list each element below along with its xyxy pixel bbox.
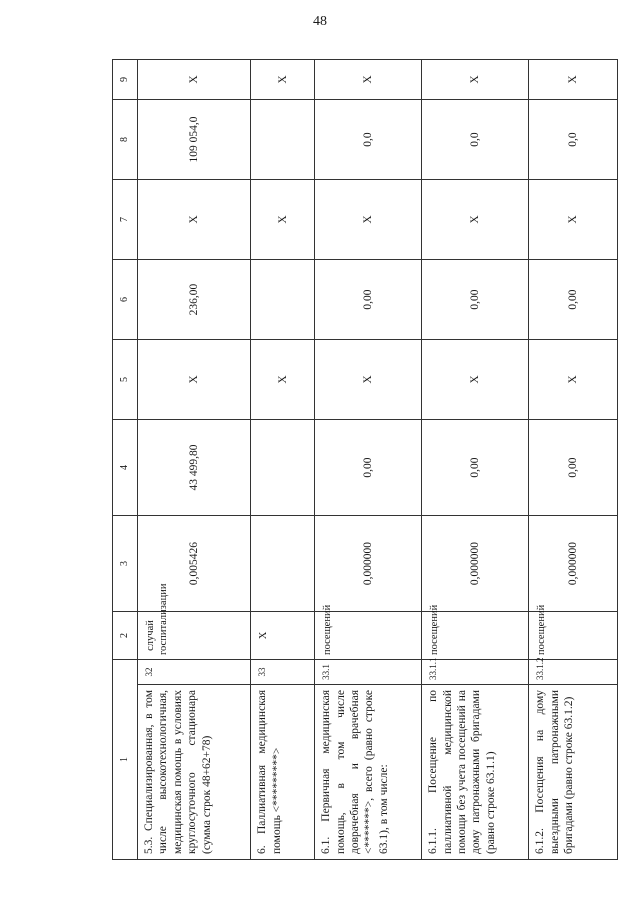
cell-c7: X — [422, 180, 529, 260]
cell-c4: 43 499,80 — [138, 420, 251, 516]
header-cell: 3 — [113, 516, 138, 612]
cell-c8: 0,0 — [422, 100, 529, 180]
rotated-table-wrapper — [112, 60, 618, 860]
cell-c7: X — [138, 180, 251, 260]
cell-c3: 0,005426 — [138, 516, 251, 612]
header-cell: 7 — [113, 180, 138, 260]
cell-c6: 236,00 — [138, 260, 251, 340]
cell-c3: 0,000000 — [315, 516, 422, 612]
table-row — [315, 60, 422, 860]
cell-c5: X — [251, 340, 315, 420]
cell-c5: X — [315, 340, 422, 420]
cell-c9: X — [251, 60, 315, 100]
rotated-table-inner — [112, 60, 618, 860]
header-cell: 4 — [113, 420, 138, 516]
cell-c4: 0,00 — [529, 420, 618, 516]
cell-c6 — [251, 260, 315, 340]
header-cell: 2 — [113, 612, 138, 660]
cell-c9: X — [422, 60, 529, 100]
row-unit: X — [251, 612, 315, 660]
cell-c4: 0,00 — [422, 420, 529, 516]
row-name: 6.1. Первичная медицинская помощь, в том числе доврачебная и врачебная <*******>, всего (равно строке 63.1), в том числе: — [315, 685, 422, 860]
cell-c9: X — [315, 60, 422, 100]
cell-c6: 0,00 — [315, 260, 422, 340]
cell-c6: 0,00 — [529, 260, 618, 340]
cell-c9: X — [529, 60, 618, 100]
cell-c7: X — [251, 180, 315, 260]
cell-c7: X — [529, 180, 618, 260]
row-name: 6.1.1. Посещение по паллиативной медицинской помощи без учета посещений на дому патронажными бригадами (равно строке 63.1.1) — [422, 685, 529, 860]
page-number: 48 — [313, 14, 327, 29]
cell-c5: X — [422, 340, 529, 420]
row-code: 33.1.1 — [422, 660, 529, 685]
cell-c8: 0,0 — [529, 100, 618, 180]
cell-c6: 0,00 — [422, 260, 529, 340]
header-cell: 9 — [113, 60, 138, 100]
data-table — [112, 59, 618, 860]
row-name: 5.3. Специализированная, в том числе высокотехнологичная, медицинская помощь в условиях круглосуточного стационара (сумма строк 48+62+78) — [138, 685, 251, 860]
header-cell: 1 — [113, 660, 138, 860]
row-code: 33 — [251, 660, 315, 685]
cell-c7: X — [315, 180, 422, 260]
row-code: 33.1.2 — [529, 660, 618, 685]
cell-c5: X — [138, 340, 251, 420]
row-unit: посещений — [529, 612, 618, 660]
header-cell: 8 — [113, 100, 138, 180]
table-row — [138, 60, 251, 860]
cell-c3: 0,000000 — [422, 516, 529, 612]
cell-c3 — [251, 516, 315, 612]
table-row — [529, 60, 618, 860]
cell-c8: 0,0 — [315, 100, 422, 180]
cell-c8 — [251, 100, 315, 180]
row-code: 33.1 — [315, 660, 422, 685]
cell-c8: 109 054,0 — [138, 100, 251, 180]
cell-c4 — [251, 420, 315, 516]
header-row — [113, 60, 138, 860]
row-code: 32 — [138, 660, 251, 685]
table-row — [422, 60, 529, 860]
cell-c3: 0,000000 — [529, 516, 618, 612]
cell-c5: X — [529, 340, 618, 420]
row-unit: посещений — [422, 612, 529, 660]
row-unit: случай госпитализации — [138, 612, 251, 660]
row-name: 6.1.2. Посещения на дому выездными патронажными бригадами (равно строке 63.1.2) — [529, 685, 618, 860]
header-cell: 6 — [113, 260, 138, 340]
cell-c4: 0,00 — [315, 420, 422, 516]
table-row — [251, 60, 315, 860]
row-name: 6. Паллиативная медицинская помощь <*********> — [251, 685, 315, 860]
row-unit: посещений — [315, 612, 422, 660]
cell-c9: X — [138, 60, 251, 100]
header-cell: 5 — [113, 340, 138, 420]
